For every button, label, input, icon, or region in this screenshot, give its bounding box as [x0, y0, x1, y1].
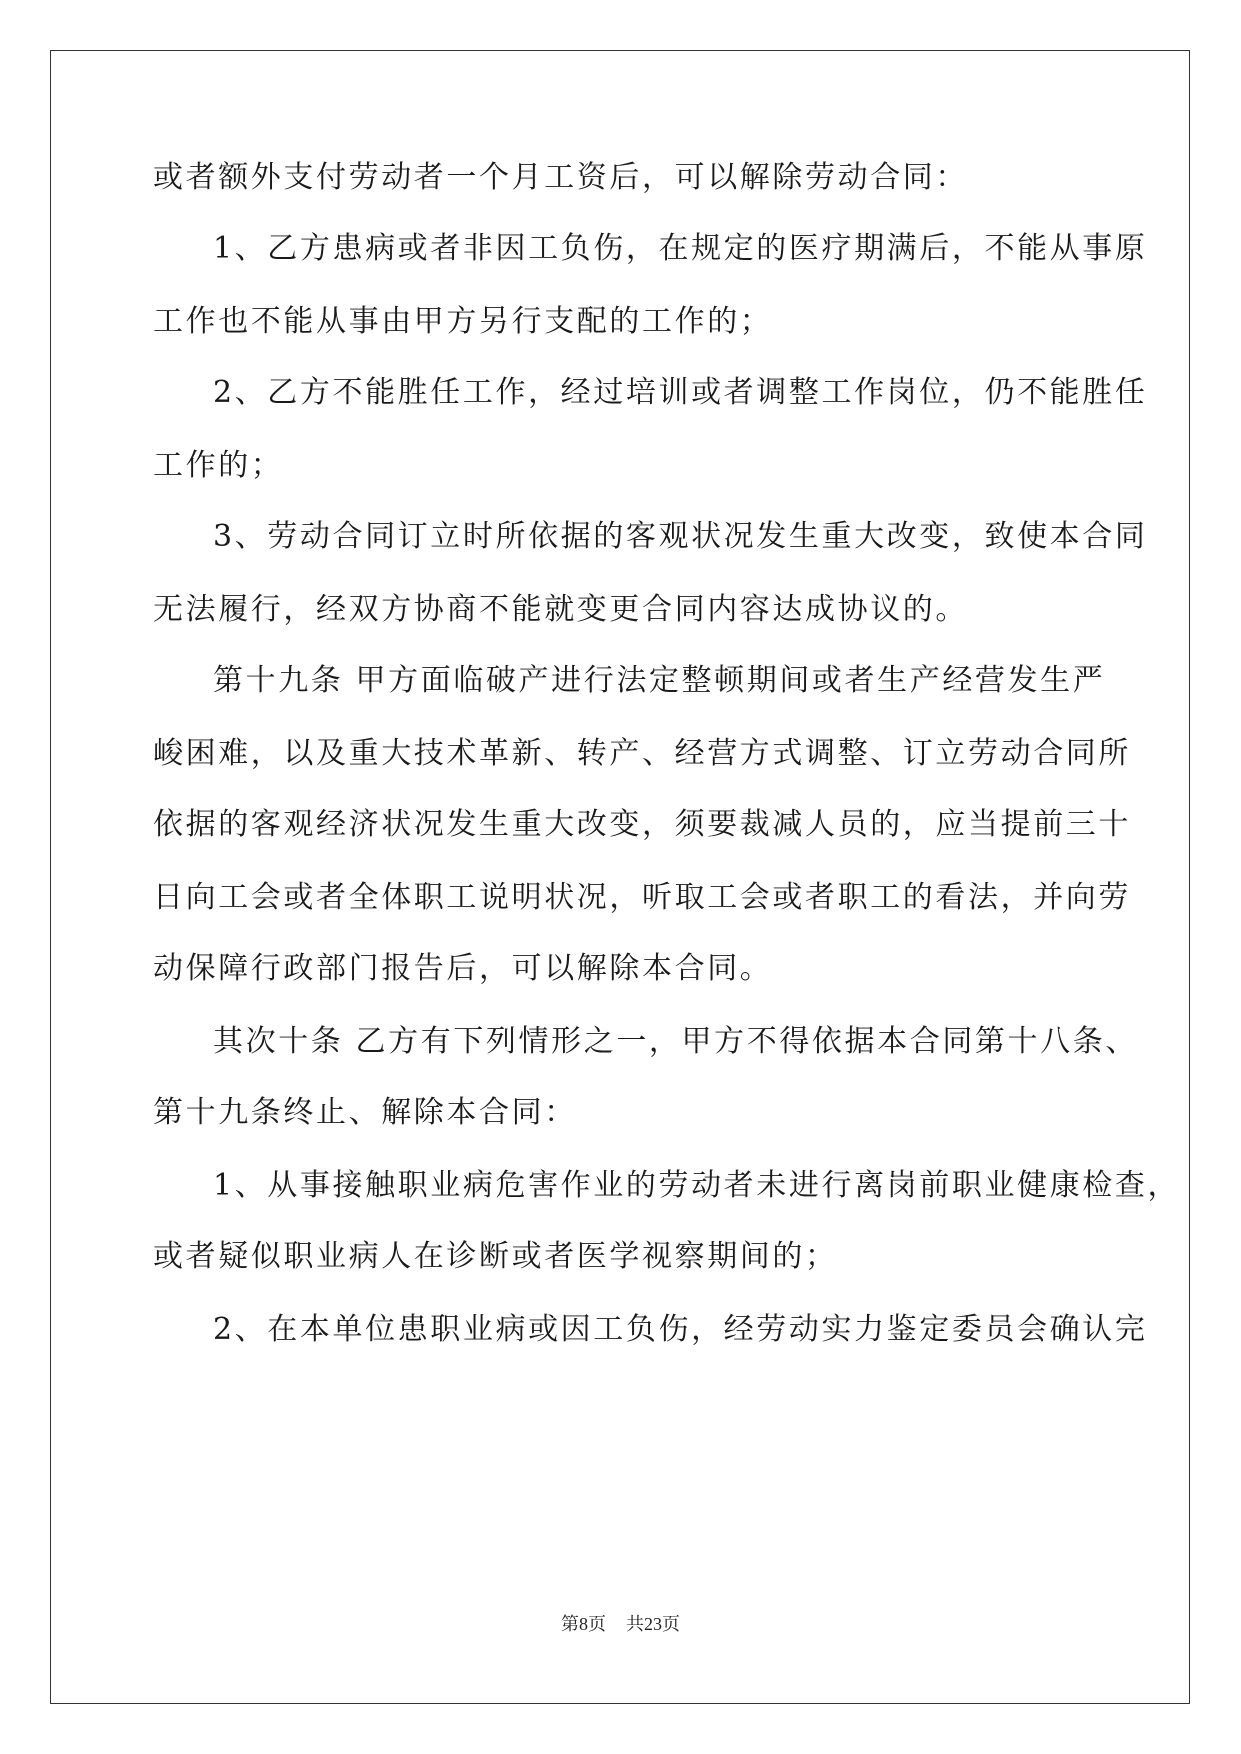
text-line: 无法履行，经双方协商不能就变更合同内容达成协议的。 [153, 592, 968, 627]
text-line: 2、乙方不能胜任工作，经过培训或者调整工作岗位，仍不能胜任 [213, 375, 1148, 410]
page-footer [0, 1612, 1241, 1636]
text-line: 3、劳动合同订立时所依据的客观状况发生重大改变，致使本合同 [213, 519, 1148, 554]
text-line: 1、乙方患病或者非因工负伤，在规定的医疗期满后，不能从事原 [213, 231, 1148, 266]
text-line: 工作的； [153, 448, 284, 483]
text-line: 其次十条 乙方有下列情形之一，甲方不得依据本合同第十八条、 [213, 1024, 1138, 1059]
text-line: 或者额外支付劳动者一个月工资后，可以解除劳动合同： [153, 160, 968, 195]
text-line: 动保障行政部门报告后，可以解除本合同。 [153, 951, 773, 986]
text-line: 或者疑似职业病人在诊断或者医学视察期间的； [153, 1239, 838, 1274]
text-line: 工作也不能从事由甲方另行支配的工作的； [153, 304, 773, 339]
text-line: 峻困难，以及重大技术革新、转产、经营方式调整、订立劳动合同所 [153, 736, 1131, 771]
page-border [50, 50, 1190, 1704]
text-line: 1、从事接触职业病危害作业的劳动者未进行离岗前职业健康检查， [213, 1168, 1181, 1203]
page-total: 共23页 [626, 1614, 680, 1634]
text-line: 依据的客观经济状况发生重大改变，须要裁减人员的，应当提前三十 [153, 807, 1131, 842]
page-number: 第8页 [561, 1614, 606, 1634]
text-line: 第十九条终止、解除本合同： [153, 1095, 577, 1130]
text-line: 2、在本单位患职业病或因工负伤，经劳动实力鉴定委员会确认完 [213, 1312, 1148, 1347]
text-line: 第十九条 甲方面临破产进行法定整顿期间或者生产经营发生严 [213, 663, 1106, 698]
text-line: 日向工会或者全体职工说明状况，听取工会或者职工的看法，并向劳 [153, 880, 1131, 915]
